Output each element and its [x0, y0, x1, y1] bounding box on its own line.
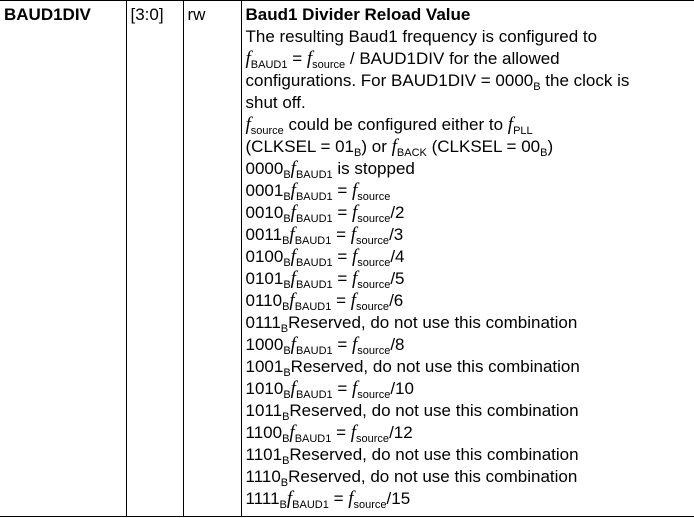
formula-operator: = [332, 379, 353, 398]
description-title: Baud1 Divider Reload Value [245, 5, 471, 24]
description-text: ) [547, 137, 554, 156]
formula-symbol: f [507, 114, 514, 135]
encoding-code: 0110 [245, 291, 283, 310]
formula-operator: = [332, 181, 353, 200]
formula-subscript: source [250, 125, 284, 137]
formula-subscript: BAUD1 [295, 257, 333, 269]
formula-subscript: B [282, 433, 290, 445]
formula-operator: = [332, 247, 353, 266]
formula-operator: = [332, 335, 353, 354]
description-line [246, 70, 691, 92]
formula-operator: = [332, 269, 353, 288]
formula-symbol: f [290, 180, 296, 201]
encoding-line [246, 334, 691, 356]
field-bits: [3:0] [130, 5, 164, 24]
encoding-divider: /5 [390, 269, 405, 288]
formula-subscript: source [356, 301, 390, 313]
description-text: could be configured either to [283, 115, 508, 134]
formula-subscript: B [279, 499, 287, 511]
description-text: (CLKSEL = 01 [245, 137, 355, 156]
formula-subscript: source [357, 389, 391, 401]
formula-subscript: B [354, 147, 362, 159]
formula-subscript: source [357, 213, 391, 225]
encoding-divider: /3 [389, 225, 404, 244]
formula-subscript: B [540, 147, 548, 159]
description-text: the clock is [540, 71, 630, 90]
encoding-code: 1010 [245, 379, 284, 398]
formula-symbol: f [286, 488, 293, 509]
formula-subscript: B [282, 411, 290, 423]
formula-symbol: f [245, 48, 251, 69]
formula-subscript: B [282, 301, 290, 313]
field-access-type: rw [187, 5, 206, 24]
encoding-code: 1001 [245, 357, 284, 376]
formula-subscript: B [283, 213, 291, 225]
encoding-code: 0100 [245, 247, 284, 266]
encoding-divider: /8 [390, 335, 405, 354]
encoding-line [246, 180, 691, 202]
formula-subscript: B [533, 81, 541, 93]
formula-symbol: f [352, 202, 358, 223]
description-line [246, 92, 691, 114]
encoding-divider: /15 [386, 489, 411, 508]
description-line [246, 114, 691, 136]
encoding-line [246, 422, 691, 444]
formula-symbol: f [350, 224, 357, 245]
encoding-code: 1000 [245, 335, 284, 354]
encoding-line [246, 246, 691, 268]
encoding-divider: /6 [389, 291, 404, 310]
formula-subscript: B [283, 367, 291, 379]
encoding-code: 0011 [245, 225, 283, 244]
encoding-line [246, 312, 691, 334]
encoding-line [246, 158, 691, 180]
formula-symbol: f [348, 488, 354, 509]
formula-subscript: BAUD1 [250, 59, 288, 71]
encoding-line [246, 444, 691, 466]
encoding-list [246, 158, 691, 510]
bits-cell [126, 1, 183, 517]
encoding-line [246, 400, 691, 422]
description-cell [241, 1, 694, 517]
formula-subscript: BAUD1 [295, 169, 333, 181]
formula-subscript: B [283, 257, 291, 269]
formula-symbol: f [290, 158, 296, 179]
formula-symbol: f [290, 378, 296, 399]
description-text: / BAUD1DIV for the allowed [345, 49, 560, 68]
encoding-code: 0101 [245, 269, 284, 288]
description-text: (CLKSEL = 00 [426, 137, 541, 156]
encoding-reserved-text: Reserved, do not use this combination [290, 357, 580, 376]
encoding-code: 1111 [245, 489, 280, 508]
formula-subscript: source [356, 433, 390, 445]
formula-symbol: f [245, 114, 251, 135]
formula-symbol: f [289, 422, 295, 443]
formula-symbol: f [352, 268, 358, 289]
formula-subscript: B [283, 191, 291, 203]
formula-symbol: f [350, 422, 357, 443]
formula-operator: = [331, 291, 351, 310]
encoding-line [246, 466, 691, 488]
formula-subscript: B [283, 169, 291, 181]
description-text: = [287, 49, 307, 68]
formula-subscript: source [356, 235, 390, 247]
formula-symbol: f [306, 48, 313, 69]
encoding-line [246, 224, 691, 246]
encoding-reserved-text: Reserved, do not use this combination [288, 313, 578, 332]
formula-symbol: f [289, 290, 295, 311]
formula-subscript: B [282, 235, 290, 247]
formula-subscript: BAUD1 [295, 191, 333, 203]
formula-operator: = [328, 489, 349, 508]
formula-subscript: PLL [513, 125, 533, 137]
type-cell [183, 1, 241, 517]
encoding-line [246, 268, 691, 290]
formula-subscript: source [357, 257, 391, 269]
encoding-line [246, 202, 691, 224]
formula-symbol: f [290, 268, 296, 289]
encoding-code: 1101 [245, 445, 283, 464]
encoding-line [246, 356, 691, 378]
formula-symbol: f [290, 202, 296, 223]
formula-subscript: BAUD1 [295, 213, 333, 225]
formula-subscript: source [312, 59, 346, 71]
encoding-reserved-text: Reserved, do not use this combination [289, 445, 579, 464]
encoding-line [246, 378, 691, 400]
formula-symbol: f [352, 334, 358, 355]
formula-symbol: f [289, 224, 295, 245]
formula-subscript: BAUD1 [292, 499, 329, 511]
encoding-line [246, 488, 691, 510]
description-line [246, 48, 691, 70]
formula-subscript: source [357, 191, 391, 203]
encoding-code: 0111 [245, 313, 281, 332]
field-name-cell [0, 1, 126, 517]
description-line [246, 136, 691, 158]
formula-subscript: BAUD1 [295, 345, 333, 357]
formula-subscript: BAUD1 [294, 235, 332, 247]
formula-symbol: f [350, 290, 357, 311]
formula-subscript: B [282, 455, 290, 467]
encoding-divider: /2 [390, 203, 405, 222]
formula-subscript: B [280, 323, 289, 335]
formula-symbol: f [290, 334, 296, 355]
formula-symbol: f [352, 378, 358, 399]
encoding-divider: /4 [390, 247, 405, 266]
formula-subscript: B [283, 389, 291, 401]
encoding-divider: /12 [389, 423, 413, 442]
encoding-text: is stopped [332, 159, 415, 178]
encoding-reserved-text: Reserved, do not use this combination [288, 467, 578, 486]
description-text: configurations. For BAUD1DIV = 0000 [245, 71, 534, 90]
description-text: ) or [361, 137, 392, 156]
formula-subscript: source [357, 345, 391, 357]
formula-subscript: BAUD1 [294, 433, 332, 445]
description-line [246, 26, 691, 48]
formula-subscript: BAUD1 [294, 301, 332, 313]
encoding-code: 0000 [245, 159, 284, 178]
formula-subscript: B [280, 477, 289, 489]
formula-subscript: BACK [396, 147, 427, 159]
formula-subscript: B [283, 345, 291, 357]
encoding-code: 1110 [245, 467, 281, 486]
description-text: The resulting Baud1 frequency is configured to [245, 27, 598, 46]
formula-subscript: source [357, 279, 391, 291]
formula-subscript: B [283, 279, 291, 291]
formula-subscript: source [353, 499, 387, 511]
formula-subscript: BAUD1 [295, 279, 333, 291]
formula-symbol: f [352, 180, 358, 201]
formula-operator: = [332, 203, 353, 222]
description-text: shut off. [245, 93, 306, 112]
formula-operator: = [331, 225, 351, 244]
formula-symbol: f [290, 246, 296, 267]
formula-symbol: f [352, 246, 358, 267]
encoding-divider: /10 [390, 379, 414, 398]
encoding-code: 0010 [245, 203, 284, 222]
formula-subscript: BAUD1 [295, 389, 333, 401]
encoding-line [246, 290, 691, 312]
formula-symbol: f [391, 136, 397, 157]
encoding-code: 0001 [245, 181, 284, 200]
encoding-code: 1100 [245, 423, 283, 442]
table-row [0, 1, 694, 517]
field-name: BAUD1DIV [4, 5, 91, 24]
encoding-reserved-text: Reserved, do not use this combination [289, 401, 579, 420]
formula-operator: = [331, 423, 351, 442]
encoding-code: 1011 [245, 401, 283, 420]
